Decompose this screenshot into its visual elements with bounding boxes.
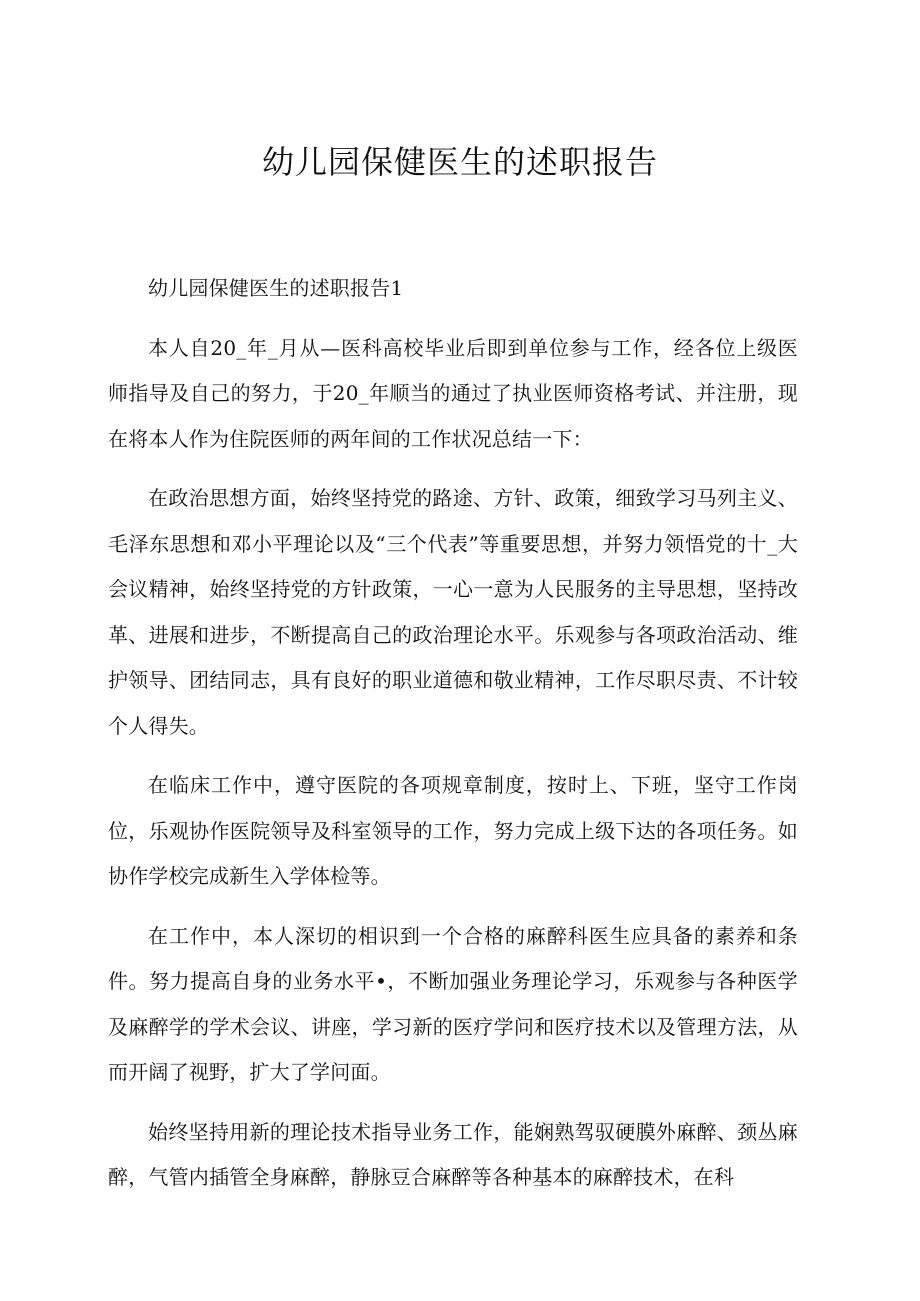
paragraph-2: 在政治思想方面，始终坚持党的路途、方针、政策，细致学习马列主义、毛泽东思想和邓小平理论以及“三个代表”等重要思想，并努力领悟党的十_大会议精神，始终坚持党的方针政策，一心一意为人民服务的主导思想，坚持改革、进展和进步，不断提高自己的政治理论水平。乐观参与各项政治活动、维护领导、团结同志，具有良好的职业道德和敬业精神，工作尽职尽责、不计较个人得失。 — [108, 486, 798, 738]
paragraph-1: 本人自20_年_月从—医科高校毕业后即到单位参与工作，经各位上级医师指导及自己的努力，于20_年顺当的通过了执业医师资格考试、并注册，现在将本人作为住院医师的两年间的工作状况总结一下： — [108, 335, 798, 451]
document-title: 幼儿园保健医生的述职报告 — [261, 143, 658, 181]
document-body — [108, 266, 798, 1201]
paragraph-5: 始终坚持用新的理论技术指导业务工作，能娴熟驾驭硬膜外麻醉、颈丛麻醉，气管内插管全身麻醉，静脉豆合麻醉等各种基本的麻醉技术，在科 — [108, 1119, 798, 1189]
section-subheading: 幼儿园保健医生的述职报告1 — [148, 276, 404, 300]
paragraph-3: 在临床工作中，遵守医院的各项规章制度，按时上、下班，坚守工作岗位，乐观协作医院领导及科室领导的工作，努力完成上级下达的各项任务。如协作学校完成新生入学体检等。 — [108, 773, 798, 888]
paragraph-4: 在工作中，本人深切的相识到一个合格的麻醉科医生应具备的素养和条件。努力提高自身的业务水平•，不断加强业务理论学习，乐观参与各种医学及麻醉学的学术会议、讲座，学习新的医疗学问和医疗技术以及管理方法，从而开阔了视野，扩大了学问面。 — [108, 923, 798, 1084]
